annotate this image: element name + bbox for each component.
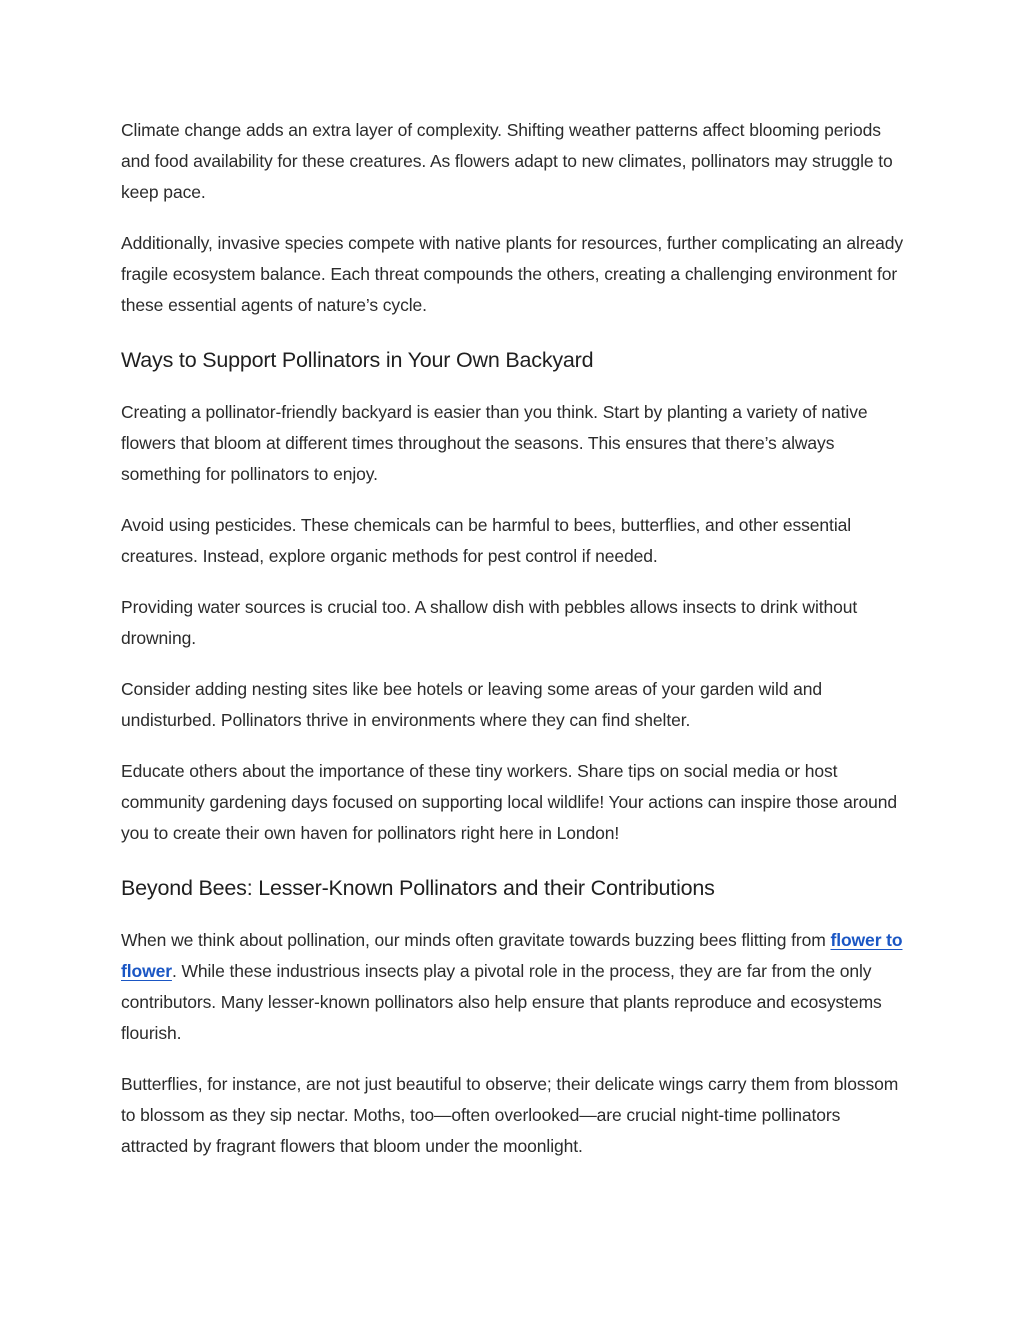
paragraph-pollinator-backyard: Creating a pollinator-friendly backyard is easier than you think. Start by planting a variety of native flowers that bloom at different times throughout the seasons. This ensures that there’s always something for pollinators to enjoy. — [121, 402, 868, 484]
paragraph-climate-change: Climate change adds an extra layer of complexity. Shifting weather patterns affect blooming periods and food availability for these creatures. As flowers adapt to new climates, pollinators may struggle to keep pace. — [121, 120, 893, 202]
paragraph-educate-others: Educate others about the importance of these tiny workers. Share tips on social media or host community gardening days focused on supporting local wildlife! Your actions can inspire those around you to create their own haven for pollinators right here in London! — [121, 761, 898, 843]
paragraph-pollination-intro — [121, 925, 911, 1049]
paragraph-butterflies-moths: Butterflies, for instance, are not just beautiful to observe; their delicate wings carry them from blossom to blossom as they sip nectar. Moths, too—often overlooked—are crucial night-time pollinators attracted by fragrant flowers that bloom under the moonlight. — [121, 1074, 899, 1156]
paragraph-pollination-intro-start: When we think about pollination, our minds often gravitate towards buzzing bees flitting from — [121, 930, 831, 950]
heading-beyond-bees: Beyond Bees: Lesser-Known Pollinators and their Contributions — [121, 876, 715, 900]
paragraph-pollination-intro-end: . While these industrious insects play a pivotal role in the process, they are far from the only contributors. Many lesser-known pollinators also help ensure that plants reproduce and ecosystems flourish. — [121, 961, 882, 1043]
flower-to-flower-link[interactable]: flower to flower — [121, 930, 903, 981]
paragraph-nesting-sites: Consider adding nesting sites like bee hotels or leaving some areas of your garden wild and undisturbed. Pollinators thrive in environments where they can find shelter. — [121, 679, 823, 730]
paragraph-water-sources: Providing water sources is crucial too. A shallow dish with pebbles allows insects to drink without drowning. — [121, 597, 858, 648]
heading-support-pollinators: Ways to Support Pollinators in Your Own Backyard — [121, 348, 594, 372]
paragraph-avoid-pesticides: Avoid using pesticides. These chemicals can be harmful to bees, butterflies, and other essential creatures. Instead, explore organic methods for pest control if needed. — [121, 515, 852, 566]
paragraph-invasive-species: Additionally, invasive species compete with native plants for resources, further complicating an already fragile ecosystem balance. Each threat compounds the others, creating a challenging environment for these essential agents of nature’s cycle. — [121, 233, 904, 315]
document-page — [121, 115, 911, 1182]
